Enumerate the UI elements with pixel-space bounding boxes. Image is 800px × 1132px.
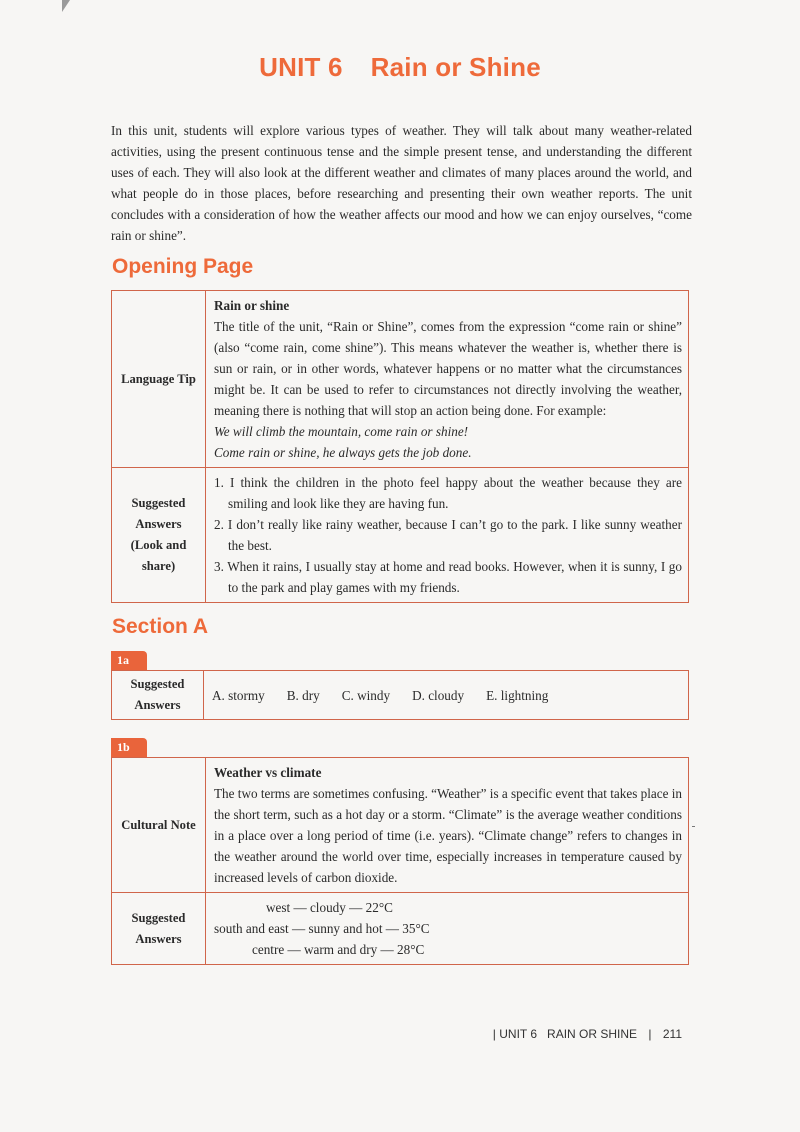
list-item: 1. I think the children in the photo feel happy about the weather because they are smiling and look like they are having fun. [214, 475, 682, 511]
language-tip-content [206, 291, 689, 468]
page-title [0, 52, 800, 83]
cultural-note-body: The two terms are sometimes confusing. “Weather” is a specific event that takes place in the short term, such as a hot day or a storm. “Climate” is the average weather conditions in a place over a long period of time (i.e. years). “Climate change” refers to changes in the weather around the world over time, especially increases in temperature caused by increased levels of carbon dioxide. [214, 786, 683, 885]
footer-running-title: UNIT 6 RAIN OR SHINE [499, 1027, 638, 1041]
part-1a-row [112, 671, 689, 720]
part-1b-table [111, 757, 689, 965]
footer-bar-right: | [648, 1027, 652, 1041]
label-line: Answers [135, 517, 182, 531]
language-tip-row [112, 291, 689, 468]
part-1b-answers-label [112, 893, 206, 965]
language-tip-label: Language Tip [112, 291, 206, 468]
answer-line: west — cloudy — 22°C [266, 900, 393, 915]
part-1b-answers [206, 893, 689, 965]
suggested-answers-label [112, 468, 206, 603]
part-1b-answers-row [112, 893, 689, 965]
cultural-note-content [206, 758, 689, 893]
tag-1b: 1b [111, 738, 147, 757]
opening-page-table [111, 290, 689, 603]
label-line: (Look and [130, 538, 187, 552]
part-1a-options [204, 671, 689, 720]
language-tip-example-2: Come rain or shine, he always gets the job done. [214, 445, 472, 460]
section-a-heading: Section A [112, 615, 209, 638]
tag-1a: 1a [111, 651, 147, 670]
option-d: D. cloudy [412, 687, 465, 703]
part-1a-label [112, 671, 204, 720]
suggested-answers-row [112, 468, 689, 603]
cultural-note-title: Weather vs climate [214, 765, 322, 780]
label-line: Suggested [130, 677, 185, 691]
unit-number: UNIT 6 [259, 52, 343, 82]
corner-mark [62, 0, 70, 12]
unit-name: Rain or Shine [370, 52, 541, 82]
label-line: Answers [134, 698, 181, 712]
answer-line: centre — warm and dry — 28°C [252, 942, 425, 957]
option-b: B. dry [286, 687, 320, 703]
list-item: 3. When it rains, I usually stay at home and read books. However, when it is sunny, I go to the park and play games with my friends. [214, 559, 682, 595]
answer-list [214, 472, 682, 598]
label-line: Suggested [131, 910, 186, 925]
option-e: E. lightning [486, 687, 549, 703]
language-tip-example-1: We will climb the mountain, come rain or shine! [214, 424, 469, 439]
option-c: C. windy [341, 687, 391, 703]
opening-page-heading: Opening Page [112, 255, 254, 278]
label-line: Answers [135, 931, 182, 946]
suggested-answers-content [206, 468, 689, 603]
list-item: 2. I don’t really like rainy weather, because I can’t go to the park. I like sunny weather the best. [214, 517, 682, 553]
page-number: 211 [662, 1027, 682, 1041]
side-mark [692, 826, 695, 827]
language-tip-body: The title of the unit, “Rain or Shine”, comes from the expression “come rain or shine” (also “come rain, come shine”). This means whatever the weather is, whether there is sun or rain, or in other words, whatever happens or no matter what the circumstances might be. It can be used to refer to circumstances not directly involving the weather, meaning there is nothing that will stop an action being done. For example: [214, 319, 682, 418]
footer-bar-left: | [492, 1027, 496, 1041]
cultural-note-row [112, 758, 689, 893]
cultural-note-label: Cultural Note [112, 758, 206, 893]
option-a: A. stormy [212, 687, 265, 703]
page-footer [493, 1027, 682, 1041]
answer-line: south and east — sunny and hot — 35°C [214, 921, 430, 936]
language-tip-title: Rain or shine [214, 298, 290, 313]
label-line: Suggested [131, 496, 186, 510]
intro-paragraph: In this unit, students will explore various types of weather. They will talk about many weather-related activities, using the present continuous tense and the simple present tense, and understanding the different uses of each. They will also look at the different weather and climates of many places around the world, and what people do in those places, before researching and presenting their own weather reports. The unit concludes with a consideration of how the weather affects our mood and how we can enjoy ourselves, “come rain or shine”. [111, 123, 692, 243]
label-line: share) [141, 559, 176, 573]
part-1a-table [111, 670, 689, 720]
